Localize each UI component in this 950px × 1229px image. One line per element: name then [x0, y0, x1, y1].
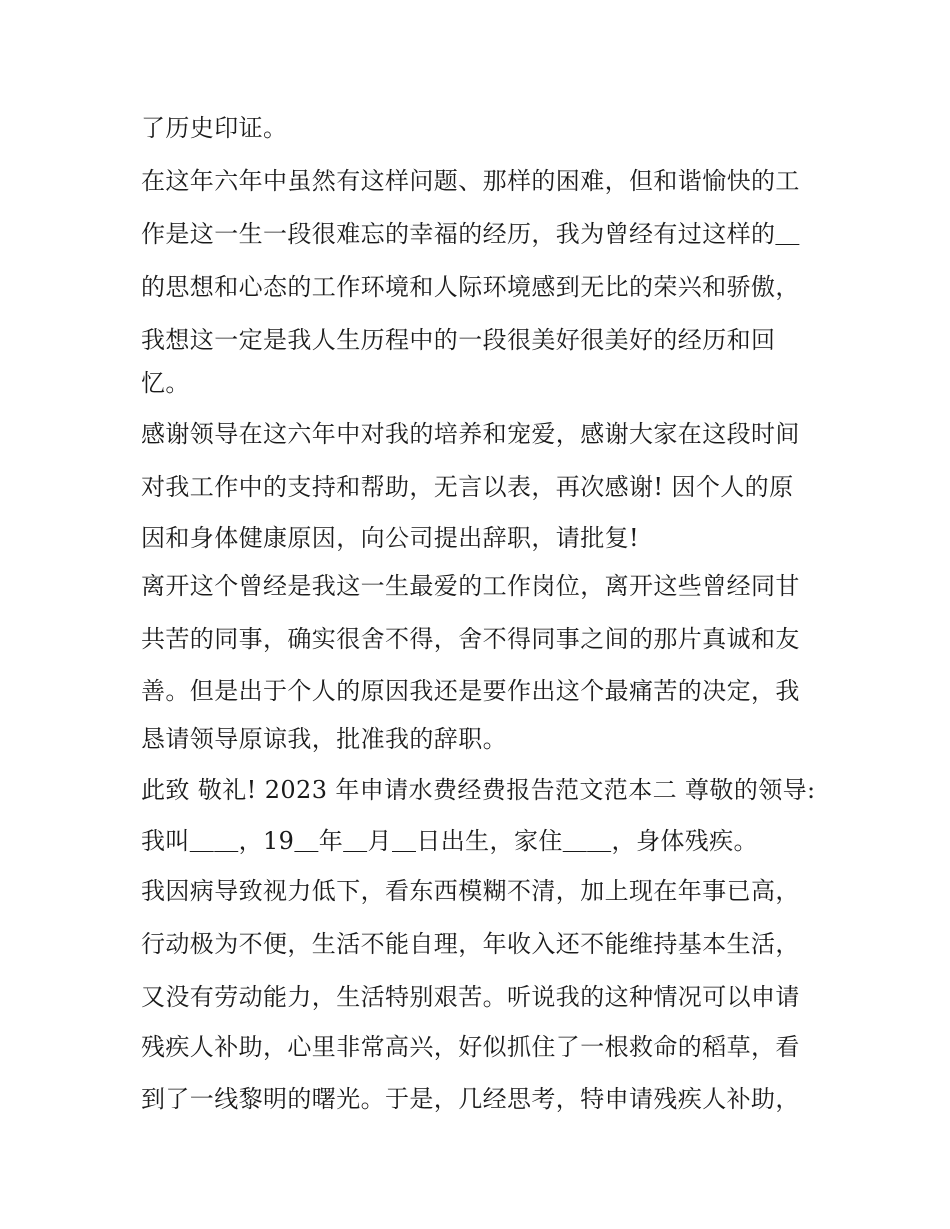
text-line: 因和身体健康原因，向公司提出辞职，请批复! — [141, 524, 640, 552]
text-line: 行动极为不便，生活不能自理，年收入还不能维持基本生活， — [141, 930, 800, 958]
text-line: 在这年六年中虽然有这样问题、那样的困难，但和谐愉快的工 — [141, 167, 800, 195]
text-line: 残疾人补助，心里非常高兴，好似抓住了一根救命的稻草，看 — [141, 1033, 800, 1061]
text-line: 我叫＿＿，19＿年＿月＿日出生，家住＿＿，身体残疾。 — [141, 827, 758, 855]
text-line: 感谢领导在这六年中对我的培养和宠爱，感谢大家在这段时间 — [141, 420, 800, 448]
text-line: 又没有劳动能力，生活特别艰苦。听说我的这种情况可以申请 — [141, 983, 800, 1011]
text-line: 我想这一定是我人生历程中的一段很美好很美好的经历和回 — [141, 326, 776, 354]
text-line: 作是这一生一段很难忘的幸福的经历，我为曾经有过这样的＿ — [141, 220, 800, 248]
text-line: 我因病导致视力低下，看东西模糊不清，加上现在年事已高， — [141, 877, 800, 905]
text-line: 善。但是出于个人的原因我还是要作出这个最痛苦的决定，我 — [141, 677, 800, 705]
text-line: 对我工作中的支持和帮助，无言以表，再次感谢! 因个人的原 — [141, 473, 794, 501]
text-line: 到了一线黎明的曙光。于是，几经思考，特申请残疾人补助， — [141, 1085, 800, 1113]
text-line: 的思想和心态的工作环境和人际环境感到无比的荣兴和骄傲， — [141, 273, 800, 301]
text-line: 了历史印证。 — [141, 114, 288, 142]
text-line: 共苦的同事，确实很舍不得，舍不得同事之间的那片真诚和友 — [141, 625, 800, 653]
text-line: 忆。 — [141, 369, 190, 397]
text-line: 恳请领导原谅我，批准我的辞职。 — [141, 725, 507, 753]
text-line: 离开这个曾经是我这一生最爱的工作岗位，离开这些曾经同甘 — [141, 572, 800, 600]
text-line: 此致 敬礼! 2023 年申请水费经费报告范文范本二 尊敬的领导: — [141, 776, 816, 804]
